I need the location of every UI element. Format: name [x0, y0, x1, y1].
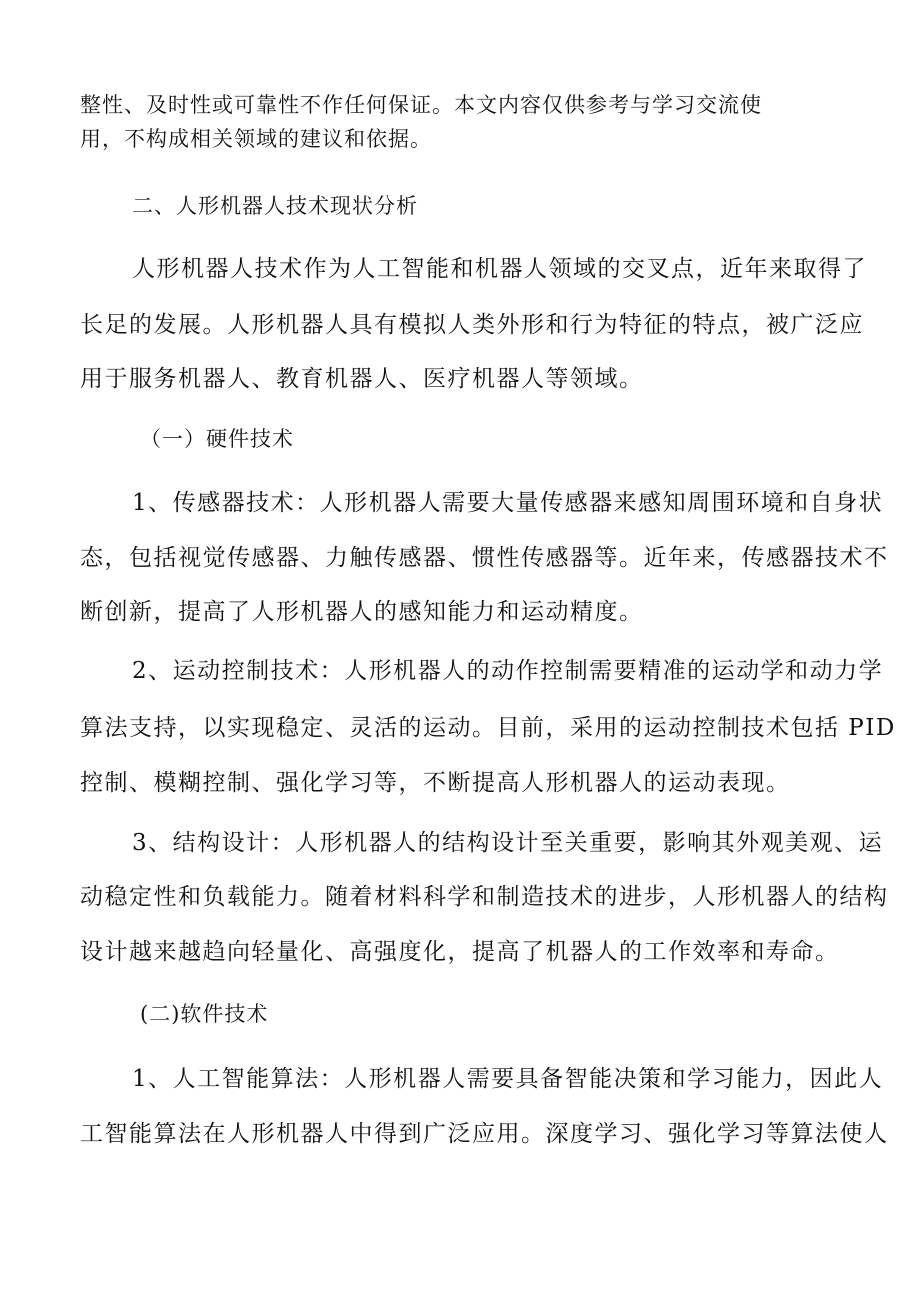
- hardware-item2-line-2: 算法支持，以实现稳定、灵活的运动。目前，采用的运动控制技术包括 PID: [80, 715, 896, 741]
- hardware-item1-line-1: 1、传感器技术：人形机器人需要大量传感器来感知周围环境和自身状: [132, 490, 884, 516]
- hardware-item2-line-3: 控制、模糊控制、强化学习等，不断提高人形机器人的运动表现。: [80, 770, 791, 796]
- section-title: 二、人形机器人技术现状分析: [132, 194, 418, 218]
- overview-line-3: 用于服务机器人、教育机器人、医疗机器人等领域。: [80, 366, 644, 392]
- hardware-item3-line-1: 3、结构设计：人形机器人的结构设计至关重要，影响其外观美观、运: [132, 830, 884, 856]
- hardware-title: （一）硬件技术: [140, 427, 294, 451]
- software-item1-line-2: 工智能算法在人形机器人中得到广泛应用。深度学习、强化学习等算法使人: [80, 1121, 889, 1147]
- hardware-item3-line-3: 设计越来越趋向轻量化、高强度化，提高了机器人的工作效率和寿命。: [80, 939, 840, 965]
- hardware-item3-line-2: 动稳定性和负载能力。随着材料科学和制造技术的进步，人形机器人的结构: [80, 884, 889, 910]
- overview-line-2: 长足的发展。人形机器人具有模拟人类外形和行为特征的特点，被广泛应: [80, 312, 864, 338]
- software-item1-line-1: 1、人工智能算法：人形机器人需要具备智能决策和学习能力，因此人: [132, 1066, 884, 1092]
- hardware-item2-line-1: 2、运动控制技术：人形机器人的动作控制需要精准的运动学和动力学: [132, 658, 884, 684]
- hardware-item1-line-3: 断创新，提高了人形机器人的感知能力和运动精度。: [80, 599, 644, 625]
- intro-line-1: 整性、及时性或可靠性不作任何保证。本文内容仅供参考与学习交流使: [80, 93, 762, 117]
- overview-line-1: 人形机器人技术作为人工智能和机器人领域的交叉点，近年来取得了: [132, 256, 867, 282]
- hardware-item1-line-2: 态，包括视觉传感器、力触传感器、惯性传感器等。近年来，传感器技术不: [80, 545, 889, 571]
- software-title: (二)软件技术: [140, 1002, 269, 1026]
- intro-line-2: 用，不构成相关领域的建议和依据。: [80, 127, 432, 151]
